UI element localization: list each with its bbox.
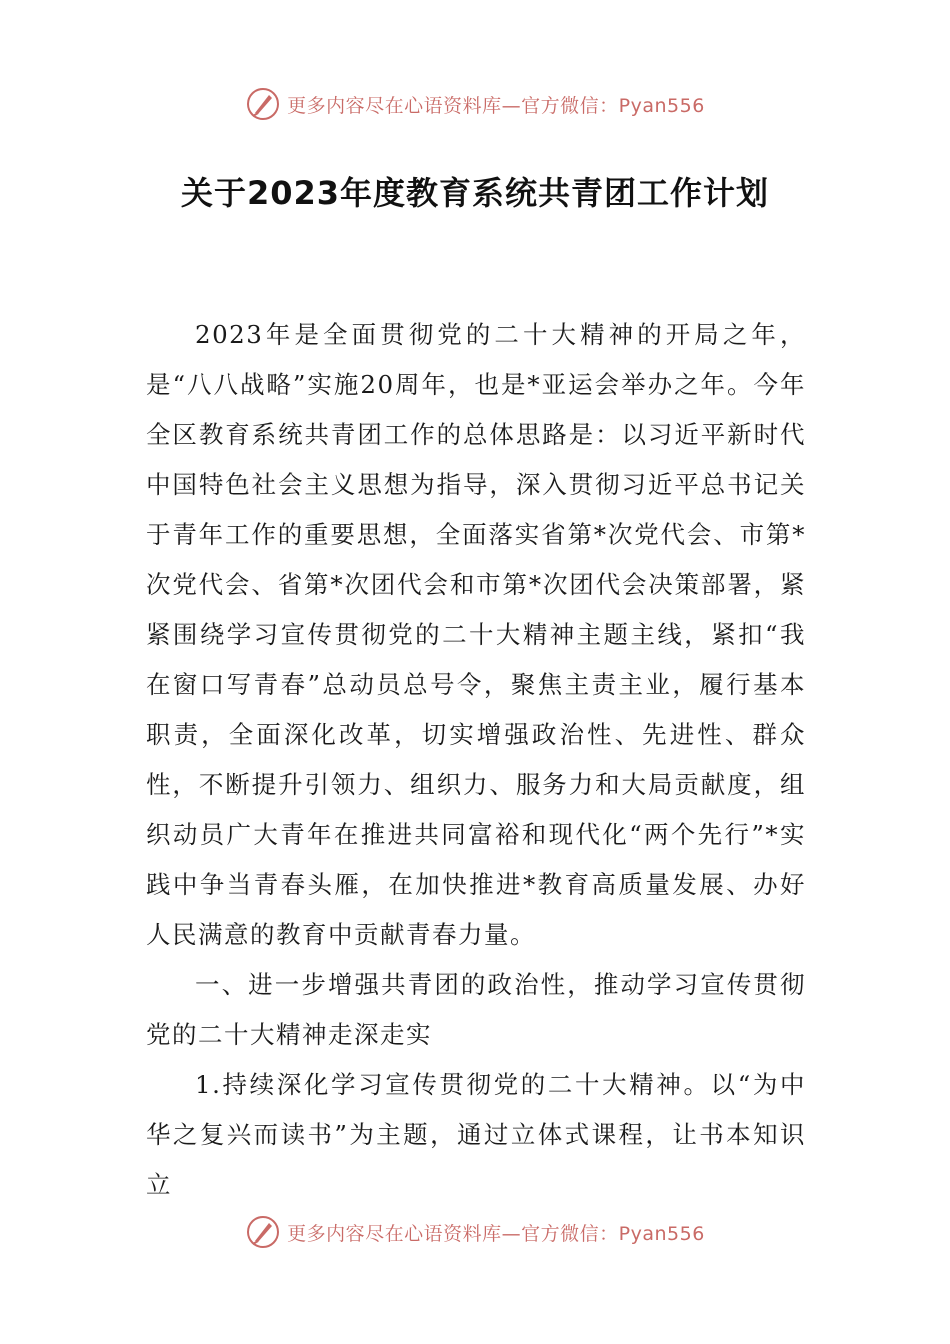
paragraph-item-1: 1.持续深化学习宣传贯彻党的二十大精神。以“为中华之复兴而读书”为主题，通过立体式课程，让书本知识立 (146, 1070, 806, 1199)
watermark-footer (0, 1212, 950, 1252)
watermark-text: 更多内容尽在心语资料库—官方微信：Pyan556 (287, 1222, 705, 1245)
watermark-header (0, 84, 950, 124)
paragraph-intro: 2023年是全面贯彻党的二十大精神的开局之年，是“八八战略”实施20周年，也是*亚运会举办之年。今年全区教育系统共青团工作的总体思路是：以习近平新时代中国特色社会主义思想为指导，深入贯彻习近平总书记关于青年工作的重要思想，全面落实省第*次党代会、市第*次党代会、省第*次团代会和市第*次团代会决策部署，紧紧围绕学习宣传贯彻党的二十大精神主题主线，紧扣“我在窗口写青春”总动员总号令，聚焦主责主业，履行基本职责，全面深化改革，切实增强政治性、先进性、群众性，不断提升引领力、组织力、服务力和大局贡献度，组织动员广大青年在推进共同富裕和现代化“两个先行”*实践中争当青春头雁，在加快推进*教育高质量发展、办好人民满意的教育中贡献青春力量。 (146, 320, 806, 949)
pen-feather-logo-icon (245, 1214, 281, 1250)
paragraph-section-heading: 一、进一步增强共青团的政治性，推动学习宣传贯彻党的二十大精神走深走实 (146, 970, 806, 1049)
pen-feather-logo-icon (245, 86, 281, 122)
document-title: 关于2023年度教育系统共青团工作计划 (180, 174, 770, 212)
watermark-text: 更多内容尽在心语资料库—官方微信：Pyan556 (287, 94, 705, 117)
document-body (146, 310, 806, 1210)
